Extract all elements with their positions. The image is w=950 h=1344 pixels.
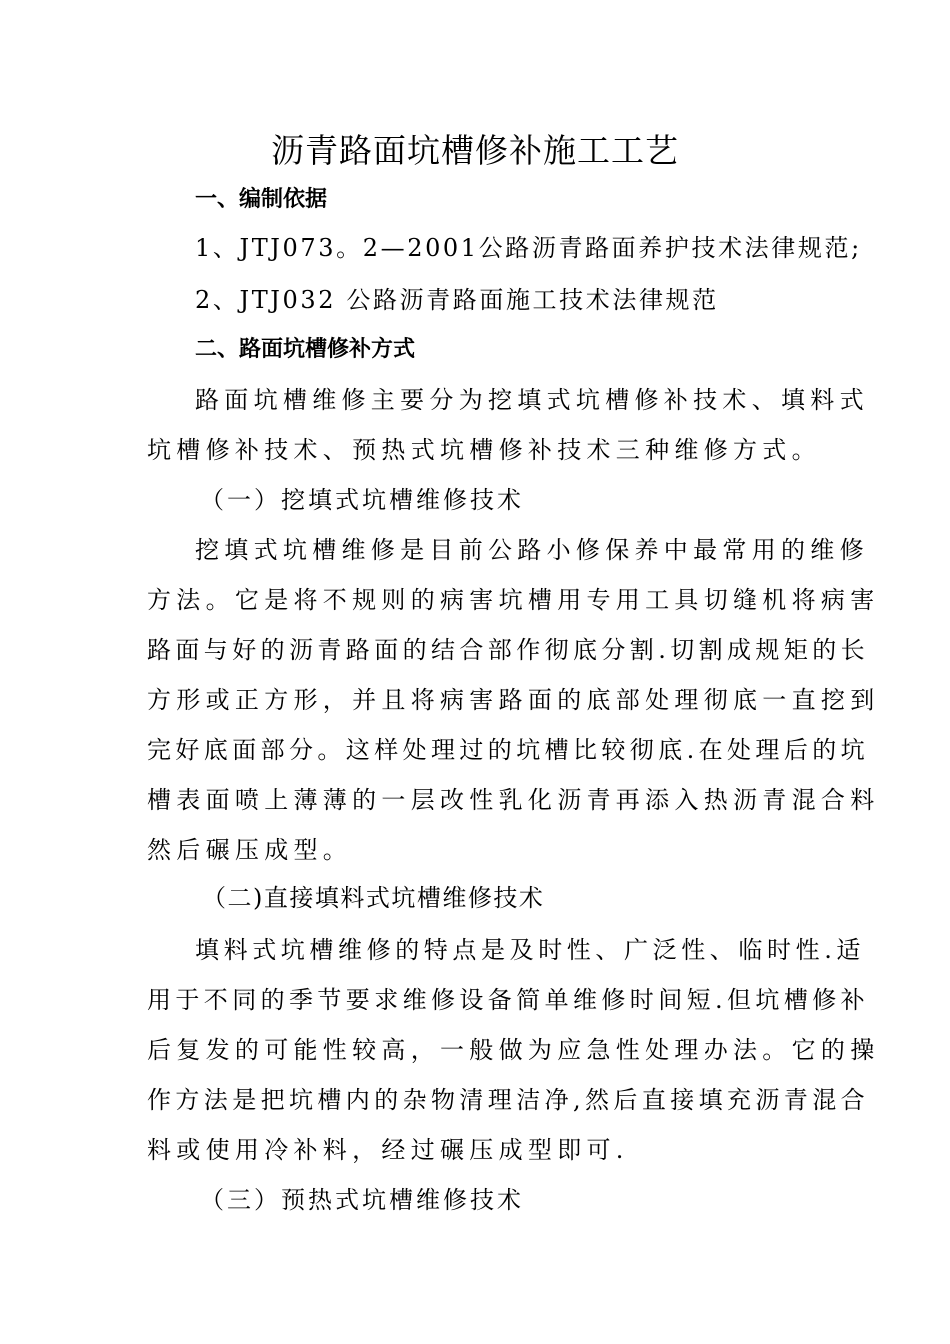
paragraph-line: 完好底面部分。这样处理过的坑槽比较彻底.在处理后的坑 [147, 736, 870, 764]
paragraph-line: 方形或正方形，并且将病害路面的底部处理彻底一直挖到 [147, 686, 880, 714]
paragraph-line: 挖填式坑槽维修是目前公路小修保养中最常用的维修 [195, 536, 869, 564]
reference-line-2: 2、JTJ032 公路沥青路面施工技术法律规范 [195, 286, 719, 314]
section-heading-methods: 二、路面坑槽修补方式 [195, 337, 416, 362]
subsection-heading-2: （二)直接填料式坑槽维修技术 [202, 884, 545, 912]
paragraph-line: 槽表面喷上薄薄的一层改性乳化沥青再添入热沥青混合料 [147, 786, 880, 814]
paragraph-line: 后复发的可能性较高，一般做为应急性处理办法。它的操 [147, 1036, 880, 1064]
subsection-heading-3: （三）预热式坑槽维修技术 [200, 1186, 524, 1214]
paragraph-line: 用于不同的季节要求维修设备简单维修时间短.但坑槽修补 [147, 986, 870, 1014]
paragraph-line: 坑槽修补技术、预热式坑槽修补技术三种维修方式。 [147, 436, 821, 464]
paragraph-line: 路面坑槽维修主要分为挖填式坑槽修补技术、填料式 [195, 386, 869, 414]
paragraph-line: 料或使用冷补料，经过碾压成型即可. [147, 1136, 629, 1164]
section-heading-basis: 一、编制依据 [195, 187, 328, 212]
paragraph-line: 作方法是把坑槽内的杂物清理洁净,然后直接填充沥青混合 [147, 1086, 870, 1114]
paragraph-line: 填料式坑槽维修的特点是及时性、广泛性、临时性.适 [195, 936, 866, 964]
document-title: 沥青路面坑槽修补施工工艺 [271, 131, 679, 170]
paragraph-line: 路面与好的沥青路面的结合部作彻底分割.切割成规矩的长 [147, 636, 870, 664]
subsection-heading-1: （一）挖填式坑槽维修技术 [200, 486, 524, 514]
paragraph-line: 然后碾压成型。 [147, 836, 353, 864]
reference-line-1: 1、JTJ073。2—2001公路沥青路面养护技术法律规范; [195, 234, 862, 262]
paragraph-line: 方法。它是将不规则的病害坑槽用专用工具切缝机将病害 [147, 586, 880, 614]
